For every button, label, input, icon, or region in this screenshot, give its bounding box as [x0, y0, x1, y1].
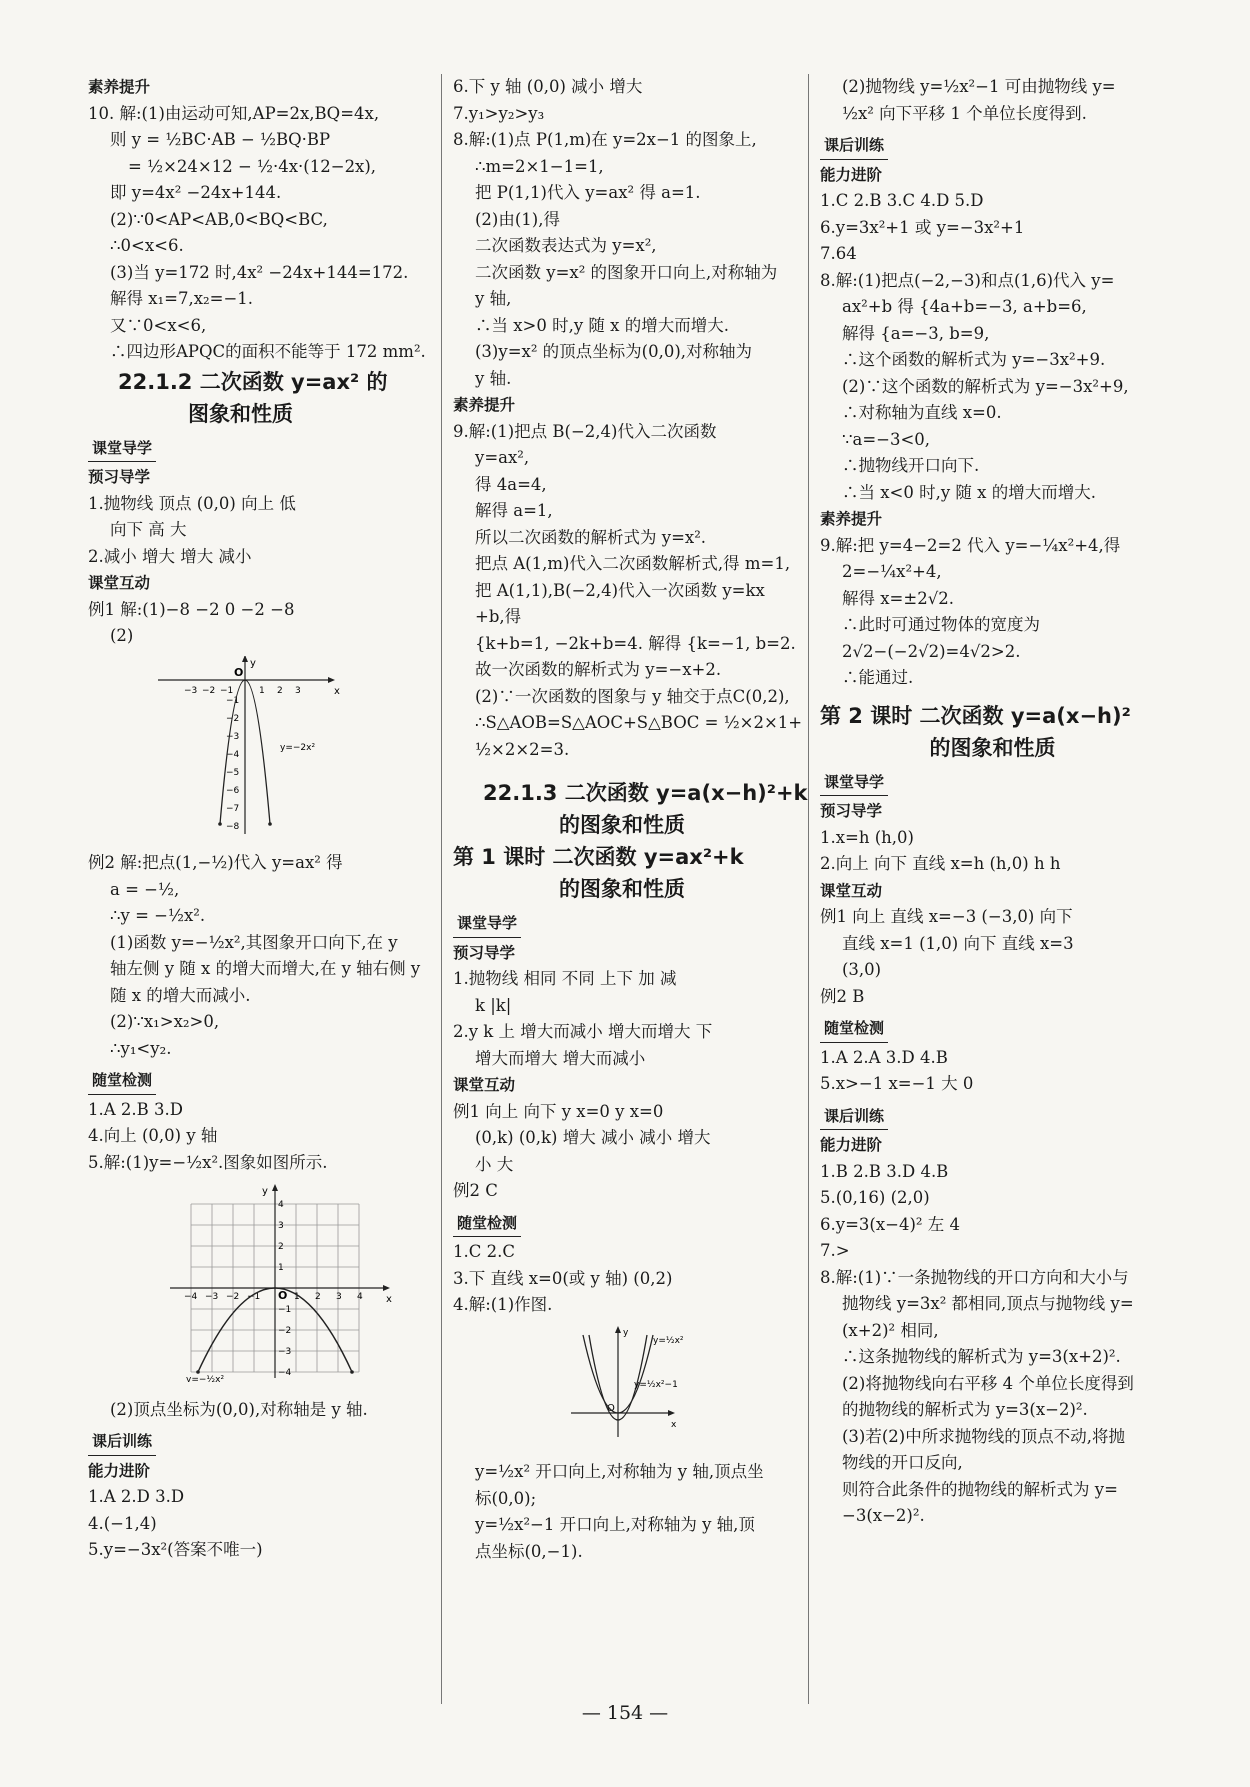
x-axis-arrow: [328, 677, 335, 683]
text-line: 1.B 2.B 3.D 4.B: [820, 1161, 949, 1181]
x-tick-label: −1: [247, 1292, 261, 1302]
x-tick-label: −3: [184, 685, 198, 696]
graph-neg-half-x2: [88, 1182, 428, 1382]
text-line: ∴S△AOB=S△AOC+S△BOC = ½×2×1+: [475, 713, 803, 732]
text-line: 解得 x=±2√2.: [842, 588, 954, 608]
text-line: 6.y=3(x−4)² 左 4: [820, 1214, 960, 1234]
text-line: 把 A(1,1),B(−2,4)代入一次函数 y=kx: [475, 580, 765, 600]
text-line: ½x² 向下平移 1 个单位长度得到.: [842, 103, 1087, 123]
curve-2-label: y=½x²−1: [634, 1379, 678, 1390]
section-heading: 课堂互动: [88, 574, 151, 592]
x-tick-label: 2: [315, 1292, 321, 1302]
x-tick-label: 1: [259, 685, 265, 696]
lesson-title-2: 的图象和性质: [929, 735, 1056, 760]
section-heading: 课堂互动: [453, 1076, 516, 1094]
text-line: 解得 a=1,: [475, 501, 553, 520]
text-line: 4.解:(1)作图.: [453, 1295, 553, 1314]
x-axis-arrow: [383, 1285, 390, 1291]
text-line: 6.下 y 轴 (0,0) 减小 增大: [453, 77, 643, 96]
text-line: (3)y=x² 的顶点坐标为(0,0),对称轴为: [475, 342, 753, 361]
box-heading: 课堂导学: [453, 910, 521, 938]
text-line: y=½x² 开口向上,对称轴为 y 轴,顶点坐: [475, 1462, 764, 1481]
text-line: 1.A 2.A 3.D 4.B: [820, 1047, 948, 1067]
text-line: 1.C 2.B 3.C 4.D 5.D: [820, 191, 984, 210]
text-line: 直线 x=1 (1,0) 向下 直线 x=3: [842, 933, 1074, 953]
section-heading: 预习导学: [88, 468, 151, 486]
section-heading: 能力进阶: [820, 165, 883, 184]
text-line: 10. 解:(1)由运动可知,AP=2x,BQ=4x,: [88, 103, 380, 123]
y-tick-label: −5: [226, 767, 240, 778]
y-tick-label: 1: [278, 1263, 284, 1273]
curve-label: y=−½x²: [186, 1375, 225, 1382]
text-line: ∴能通过.: [842, 668, 914, 687]
section-heading: 课堂互动: [820, 881, 883, 900]
column-right: [820, 74, 1165, 1530]
text-line: 1.A 2.B 3.D: [88, 1099, 183, 1119]
graph-neg2x2: [88, 656, 428, 836]
text-line: 5.y=−3x²(答案不唯一): [88, 1540, 263, 1559]
text-line: 即 y=4x² −24x+144.: [110, 183, 282, 202]
origin-label: O: [607, 1402, 615, 1414]
text-line: 例1 向上 向下 y x=0 y x=0: [453, 1101, 664, 1121]
text-line: (x+2)² 相同,: [842, 1320, 939, 1340]
text-line: 把点 A(1,m)代入二次函数解析式,得 m=1,: [475, 554, 791, 573]
text-line: ∴这个函数的解析式为 y=−3x²+9.: [842, 350, 1106, 369]
box-heading: 随堂检测: [820, 1015, 888, 1043]
lesson-title-2: 图象和性质: [188, 401, 293, 426]
dash-left: —: [581, 1702, 607, 1724]
text-line: 7.>: [820, 1241, 850, 1260]
text-line: 小 大: [475, 1154, 514, 1174]
text-line: 8.解:(1)∵一条抛物线的开口方向和大小与: [820, 1267, 1129, 1287]
text-line: 解得 {a=−3, b=9,: [842, 323, 990, 343]
y-tick-label: −2: [226, 713, 240, 724]
column-divider: [441, 74, 442, 1704]
text-line: (2)∵一次函数的图象与 y 轴交于点C(0,2),: [475, 686, 790, 706]
text-line: ∴此时可通过物体的宽度为: [842, 615, 1040, 634]
y-axis-arrow: [615, 1326, 621, 1333]
text-line: y 轴,: [475, 289, 512, 308]
text-line: 抛物线 y=3x² 都相同,顶点与抛物线 y=: [842, 1294, 1134, 1313]
text-line: 物线的开口反向,: [842, 1453, 963, 1472]
text-line: a = −½,: [110, 879, 180, 899]
text-line: 点坐标(0,−1).: [475, 1541, 583, 1561]
text-line: 9.解:(1)把点 B(−2,4)代入二次函数: [453, 421, 717, 441]
text-line: 故一次函数的解析式为 y=−x+2.: [475, 660, 722, 679]
text-line: (2)∵这个函数的解析式为 y=−3x²+9,: [842, 376, 1129, 396]
text-line: {k+b=1, −2k+b=4. 解得 {k=−1, b=2.: [475, 633, 796, 653]
box-heading: 随堂检测: [453, 1210, 521, 1238]
text-line: 1.抛物线 顶点 (0,0) 向上 低: [88, 493, 296, 513]
y-tick-label: 2: [278, 1242, 284, 1252]
text-line: 例2 B: [820, 986, 865, 1006]
y-tick-label: −1: [278, 1305, 292, 1315]
section-heading: 能力进阶: [820, 1136, 883, 1154]
text-line: 4.(−1,4): [88, 1513, 157, 1533]
text-line: 例1 解:(1)−8 −2 0 −2 −8: [88, 599, 295, 619]
text-line: ∴四边形APQC的面积不能等于 172 mm².: [110, 342, 426, 361]
text-line: 8.解:(1)点 P(1,m)在 y=2x−1 的图象上,: [453, 130, 757, 149]
text-line: 随 x 的增大而减小.: [110, 985, 251, 1005]
curve-end: [350, 1370, 354, 1374]
text-line: 二次函数 y=x² 的图象开口向上,对称轴为: [475, 262, 778, 282]
text-line: 2√2−(−2√2)=4√2>2.: [842, 641, 1021, 661]
y-axis-label: y: [250, 657, 256, 669]
text-line: 2.y k 上 增大而减小 增大而增大 下: [453, 1022, 713, 1041]
text-line: 则符合此条件的抛物线的解析式为 y=: [842, 1479, 1118, 1499]
lesson-title: 第 2 课时 二次函数 y=a(x−h)²: [820, 703, 1131, 728]
text-line: (2)由(1),得: [475, 209, 560, 229]
text-line: ∴y = −½x².: [110, 906, 206, 925]
text-line: 解得 x₁=7,x₂=−1.: [110, 289, 254, 308]
text-line: ∴这条抛物线的解析式为 y=3(x+2)².: [842, 1347, 1121, 1366]
text-line: ∴当 x<0 时,y 随 x 的增大而增大.: [842, 482, 1096, 502]
text-line: 轴左侧 y 随 x 的增大而增大,在 y 轴右侧 y: [110, 959, 421, 978]
text-line: 1.A 2.D 3.D: [88, 1487, 185, 1506]
section-heading: 素养提升: [88, 78, 151, 96]
text-line: 标(0,0);: [475, 1488, 537, 1508]
x-axis-label: x: [334, 685, 340, 697]
text-line: 的抛物线的解析式为 y=3(x−2)².: [842, 1400, 1088, 1419]
text-line: (3)若(2)中所求抛物线的顶点不动,将抛: [842, 1426, 1125, 1446]
text-line: 3.下 直线 x=0(或 y 轴) (0,2): [453, 1268, 673, 1288]
text-line: (2)∵x₁>x₂>0,: [110, 1012, 220, 1031]
x-axis-label: x: [671, 1419, 677, 1430]
column-left: [88, 74, 433, 1564]
text-line: (3,0): [842, 960, 882, 979]
text-line: 则 y = ½BC·AB − ½BQ·BP: [110, 130, 331, 149]
text-line: 8.解:(1)把点(−2,−3)和点(1,6)代入 y=: [820, 270, 1115, 290]
box-heading: 随堂检测: [88, 1067, 156, 1095]
y-tick-label: −6: [226, 785, 240, 796]
lesson-title: 第 1 课时 二次函数 y=ax²+k: [453, 845, 744, 869]
section-heading: 素养提升: [820, 510, 883, 528]
text-line: (0,k) (0,k) 增大 减小 减小 增大: [475, 1128, 711, 1147]
y-axis-arrow: [272, 1184, 278, 1191]
text-line: (1)函数 y=−½x²,其图象开口向下,在 y: [110, 932, 398, 952]
y-tick-label: −4: [278, 1368, 292, 1378]
y-tick-label: −3: [278, 1347, 292, 1357]
x-tick-label: 2: [277, 685, 283, 696]
lesson-title-2: 的图象和性质: [559, 813, 685, 837]
section-heading: 素养提升: [453, 396, 516, 414]
x-tick-label: 3: [295, 685, 301, 696]
text-line: 2.向上 向下 直线 x=h (h,0) h h: [820, 854, 1061, 873]
y-tick-label: 3: [278, 1221, 284, 1231]
text-line: ½×2×2=3.: [475, 739, 570, 759]
text-line: 又∵0<x<6,: [110, 315, 207, 335]
text-line: 所以二次函数的解析式为 y=x².: [475, 527, 707, 547]
lesson-title: 22.1.2 二次函数 y=ax² 的: [118, 369, 388, 394]
text-line: ∴m=2×1−1=1,: [475, 156, 604, 176]
text-line: ∴当 x>0 时,y 随 x 的增大而增大.: [475, 315, 729, 335]
text-line: 增大而增大 增大而减小: [475, 1048, 646, 1068]
text-line: (2)顶点坐标为(0,0),对称轴是 y 轴.: [110, 1399, 368, 1419]
section-heading: 能力进阶: [88, 1461, 151, 1480]
text-line: (2)抛物线 y=½x²−1 可由抛物线 y=: [842, 77, 1116, 96]
text-line: ax²+b 得 {4a+b=−3, a+b=6,: [842, 297, 1087, 316]
text-line: 6.y=3x²+1 或 y=−3x²+1: [820, 217, 1025, 237]
page-footer: [0, 1702, 1250, 1724]
curve-label: y=−2x²: [280, 742, 316, 753]
text-line: ∴抛物线开口向下.: [842, 456, 980, 475]
text-line: +b,得: [475, 607, 522, 626]
text-line: 二次函数表达式为 y=x²,: [475, 236, 657, 255]
curve-end: [218, 822, 222, 826]
text-line: 9.解:把 y=4−2=2 代入 y=−¼x²+4,得: [820, 535, 1121, 555]
text-line: 4.向上 (0,0) y 轴: [88, 1126, 218, 1145]
text-line: y=ax²,: [475, 448, 530, 467]
y-tick-label: 4: [278, 1200, 284, 1210]
text-line: ∵a=−3<0,: [842, 429, 931, 449]
y-tick-label: −2: [278, 1326, 292, 1336]
curve-1-label: y=½x²: [653, 1335, 684, 1346]
box-heading: 课堂导学: [88, 435, 156, 463]
section-heading: 预习导学: [820, 802, 883, 820]
text-line: 1.抛物线 相同 不同 上下 加 减: [453, 969, 677, 988]
text-line: 例1 向上 直线 x=−3 (−3,0) 向下: [820, 907, 1073, 926]
text-line: −3(x−2)².: [842, 1506, 925, 1525]
text-line: 把 P(1,1)代入 y=ax² 得 a=1.: [475, 183, 701, 202]
x-tick-label: 4: [357, 1292, 363, 1302]
text-line: (3)当 y=172 时,4x² −24x+144=172.: [110, 262, 409, 282]
text-line: 1.C 2.C: [453, 1242, 515, 1261]
x-tick-label: −2: [202, 685, 216, 696]
text-line: ∴0<x<6.: [110, 236, 184, 255]
x-tick-label: −1: [220, 685, 234, 696]
lesson-title-2: 的图象和性质: [559, 877, 685, 901]
x-axis-arrow: [668, 1410, 675, 1416]
y-tick-label: −4: [226, 749, 240, 760]
text-line: ∴y₁<y₂.: [110, 1038, 172, 1058]
text-line: 例2 解:把点(1,−½)代入 y=ax² 得: [88, 853, 343, 872]
column-middle: [453, 74, 808, 1565]
y-axis-arrow: [242, 656, 248, 662]
text-line: 1.x=h (h,0): [820, 827, 914, 847]
box-heading: 课后训练: [820, 132, 888, 160]
text-line: 2.减小 增大 增大 减小: [88, 546, 252, 566]
y-axis-label: y: [262, 1186, 268, 1197]
y-tick-label: −1: [226, 695, 240, 706]
curve-end: [196, 1370, 200, 1374]
text-line: ∴对称轴为直线 x=0.: [842, 403, 1002, 422]
text-line: y 轴.: [475, 368, 512, 388]
box-heading: 课后训练: [820, 1103, 888, 1131]
x-tick-label: −3: [205, 1292, 219, 1302]
text-line: y=½x²−1 开口向上,对称轴为 y 轴,顶: [475, 1515, 755, 1534]
origin-label: O: [234, 665, 244, 679]
text-line: 7.64: [820, 244, 857, 263]
x-tick-label: 3: [336, 1292, 342, 1302]
text-line: 5.(0,16) (2,0): [820, 1188, 930, 1207]
x-tick-label: 1: [294, 1292, 300, 1302]
text-line: 得 4a=4,: [475, 474, 547, 494]
text-line: (2)∵0<AP<AB,0<BQ<BC,: [110, 209, 328, 229]
x-axis-label: x: [386, 1294, 392, 1305]
text-line: 7.y₁>y₂>y₃: [453, 103, 545, 123]
text-line: 5.x>−1 x=−1 大 0: [820, 1074, 974, 1093]
y-tick-label: −3: [226, 731, 240, 742]
curve-end: [268, 822, 272, 826]
text-line: 向下 高 大: [110, 520, 187, 539]
y-tick-label: −7: [226, 803, 240, 814]
text-line: 例2 C: [453, 1181, 498, 1200]
text-line: (2)将抛物线向右平移 4 个单位长度得到: [842, 1373, 1134, 1393]
graph-two-parabolas: [453, 1325, 783, 1445]
y-axis-label: y: [623, 1327, 629, 1338]
box-heading: 课堂导学: [820, 769, 888, 797]
y-tick-label: −8: [226, 821, 240, 832]
x-tick-label: −2: [226, 1292, 240, 1302]
origin-label: O: [278, 1289, 288, 1302]
column-divider: [808, 74, 809, 1704]
x-tick-label: −4: [184, 1292, 198, 1302]
text-line: (2): [110, 626, 134, 645]
text-line: k |k|: [475, 995, 512, 1015]
text-line: 2=−¼x²+4,: [842, 562, 942, 581]
box-heading: 课后训练: [88, 1428, 156, 1456]
text-line: = ½×24×12 − ½·4x·(12−2x),: [128, 156, 377, 176]
text-line: 5.解:(1)y=−½x².图象如图所示.: [88, 1152, 328, 1172]
lesson-title: 22.1.3 二次函数 y=a(x−h)²+k: [483, 781, 808, 805]
dash-right: —: [643, 1702, 669, 1724]
section-heading: 预习导学: [453, 943, 516, 962]
page-number: 154: [606, 1702, 644, 1724]
